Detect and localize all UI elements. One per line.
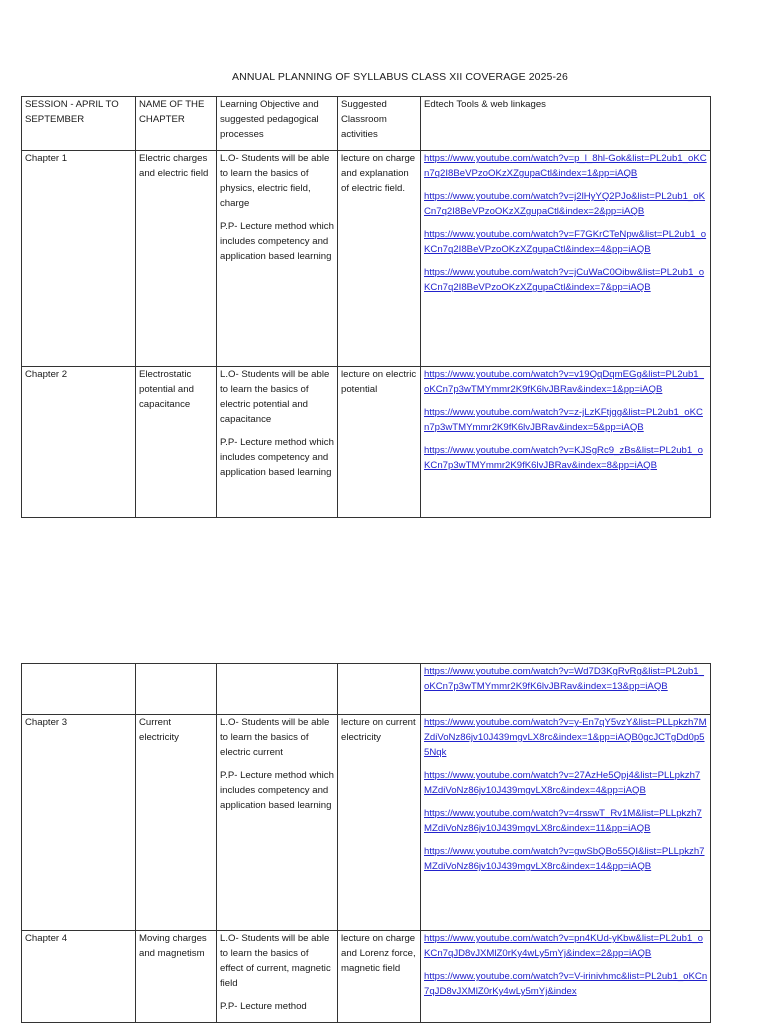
links-cell (421, 715, 711, 931)
activity-cell (338, 664, 421, 715)
activity-cell: lecture on charge and explanation of electric field. (338, 151, 421, 367)
activity-cell: lecture on electric potential (338, 367, 421, 518)
table-header-row (22, 97, 711, 151)
youtube-link[interactable]: https://www.youtube.com/watch?v=4rsswT_Rv1M&list=PLLpkzh7MZdiVoNz86jv10J439mgvLX8rc&index=11&pp=iAQB (424, 808, 702, 834)
youtube-link[interactable]: https://www.youtube.com/watch?v=pn4KUd-yKbw&list=PL2ub1_oKCn7qJD8vJXMlZ0rKy4wLy5mYj&index=2&pp=iAQB (424, 933, 703, 959)
pedagogy-text: P.P- Lecture method which includes competency and application based learning (220, 770, 334, 811)
youtube-link[interactable]: https://www.youtube.com/watch?v=y-En7qY5vzY&list=PLLpkzh7MZdiVoNz86jv10J439mgvLX8rc&index=1&pp=iAQB0gcJCTgDd0p55Nqk (424, 717, 707, 758)
table-row (22, 715, 711, 931)
syllabus-table-1 (21, 96, 711, 518)
header-edtech-links: Edtech Tools & web linkages (421, 97, 711, 151)
youtube-link[interactable]: https://www.youtube.com/watch?v=V-irinivhmc&list=PL2ub1_oKCn7qJD8vJXMlZ0rKy4wLy5mYj&index (424, 971, 708, 997)
session-cell: Chapter 2 (22, 367, 136, 518)
youtube-link[interactable]: https://www.youtube.com/watch?v=Wd7D3KgRvRg&list=PL2ub1_oKCn7p3wTMYmmr2K9fK6lvJBRav&index=13&pp=iAQB (424, 666, 704, 692)
header-learning-objective: Learning Objective and suggested pedagogical processes (217, 97, 338, 151)
header-session: SESSION - APRIL TO SEPTEMBER (22, 97, 136, 151)
learning-objective-text: L.O- Students will be able to learn the basics of electric potential and capacitance (220, 369, 330, 425)
header-classroom-activities: Suggested Classroom activities (338, 97, 421, 151)
youtube-link[interactable]: https://www.youtube.com/watch?v=z-jLzKFtjgg&list=PL2ub1_oKCn7p3wTMYmmr2K9fK6lvJBRav&index=5&pp=iAQB (424, 407, 703, 433)
pedagogy-text: P.P- Lecture method which includes competency and application based learning (220, 221, 334, 262)
table-row (22, 931, 711, 1023)
session-cell: Chapter 3 (22, 715, 136, 931)
pedagogy-text: P.P- Lecture method which includes competency and application based learning (220, 437, 334, 478)
links-cell (421, 367, 711, 518)
page-title: ANNUAL PLANNING OF SYLLABUS CLASS XII COVERAGE 2025-26 (232, 71, 568, 83)
chapter-name-cell: Moving charges and magnetism (136, 931, 217, 1023)
learning-objective-text: L.O- Students will be able to learn the basics of effect of current, magnetic field (220, 933, 331, 989)
activity-cell: lecture on charge and Lorenz force, magnetic field (338, 931, 421, 1023)
youtube-link[interactable]: https://www.youtube.com/watch?v=27AzHe5Qpj4&list=PLLpkzh7MZdiVoNz86jv10J439mgvLX8rc&index=4&pp=iAQB (424, 770, 701, 796)
chapter-name-cell (136, 664, 217, 715)
session-cell: Chapter 1 (22, 151, 136, 367)
pedagogy-text: P.P- Lecture method (220, 1001, 307, 1012)
learning-objective-cell (217, 367, 338, 518)
syllabus-table-2 (21, 663, 711, 1023)
youtube-link[interactable]: https://www.youtube.com/watch?v=KJSgRc9_zBs&list=PL2ub1_oKCn7p3wTMYmmr2K9fK6lvJBRav&index=8&pp=iAQB (424, 445, 703, 471)
youtube-link[interactable]: https://www.youtube.com/watch?v=p_l_8hl-Gok&list=PL2ub1_oKCn7q2I8BeVPzoOKzXZgupaCtl&index=1&pp=iAQB (424, 153, 707, 179)
learning-objective-cell (217, 151, 338, 367)
header-chapter-name: NAME OF THE CHAPTER (136, 97, 217, 151)
youtube-link[interactable]: https://www.youtube.com/watch?v=jCuWaC0Oibw&list=PL2ub1_oKCn7q2I8BeVPzoOKzXZgupaCtl&index=7&pp=iAQB (424, 267, 705, 293)
learning-objective-text: L.O- Students will be able to learn the basics of physics, electric field, charge (220, 153, 330, 209)
activity-cell: lecture on current electricity (338, 715, 421, 931)
learning-objective-text: L.O- Students will be able to learn the basics of electric current (220, 717, 330, 758)
table-row-continued (22, 664, 711, 715)
learning-objective-cell (217, 931, 338, 1023)
links-cell (421, 931, 711, 1023)
youtube-link[interactable]: https://www.youtube.com/watch?v=gwSbQBo55QI&list=PLLpkzh7MZdiVoNz86jv10J439mgvLX8rc&index=14&pp=iAQB (424, 846, 705, 872)
chapter-name-cell: Electrostatic potential and capacitance (136, 367, 217, 518)
youtube-link[interactable]: https://www.youtube.com/watch?v=v19QqDqmEGg&list=PL2ub1_oKCn7p3wTMYmmr2K9fK6lvJBRav&index=1&pp=iAQB (424, 369, 704, 395)
links-cell (421, 664, 711, 715)
links-cell (421, 151, 711, 367)
table-row (22, 367, 711, 518)
youtube-link[interactable]: https://www.youtube.com/watch?v=j2lHyYQ2PJo&list=PL2ub1_oKCn7q2I8BeVPzoOKzXZgupaCtl&index=2&pp=iAQB (424, 191, 706, 217)
learning-objective-cell (217, 715, 338, 931)
session-cell: Chapter 4 (22, 931, 136, 1023)
chapter-name-cell: Current electricity (136, 715, 217, 931)
session-cell (22, 664, 136, 715)
chapter-name-cell: Electric charges and electric field (136, 151, 217, 367)
table-row (22, 151, 711, 367)
learning-objective-cell (217, 664, 338, 715)
youtube-link[interactable]: https://www.youtube.com/watch?v=F7GKrCTeNpw&list=PL2ub1_oKCn7q2I8BeVPzoOKzXZgupaCtl&index=4&pp=iAQB (424, 229, 707, 255)
